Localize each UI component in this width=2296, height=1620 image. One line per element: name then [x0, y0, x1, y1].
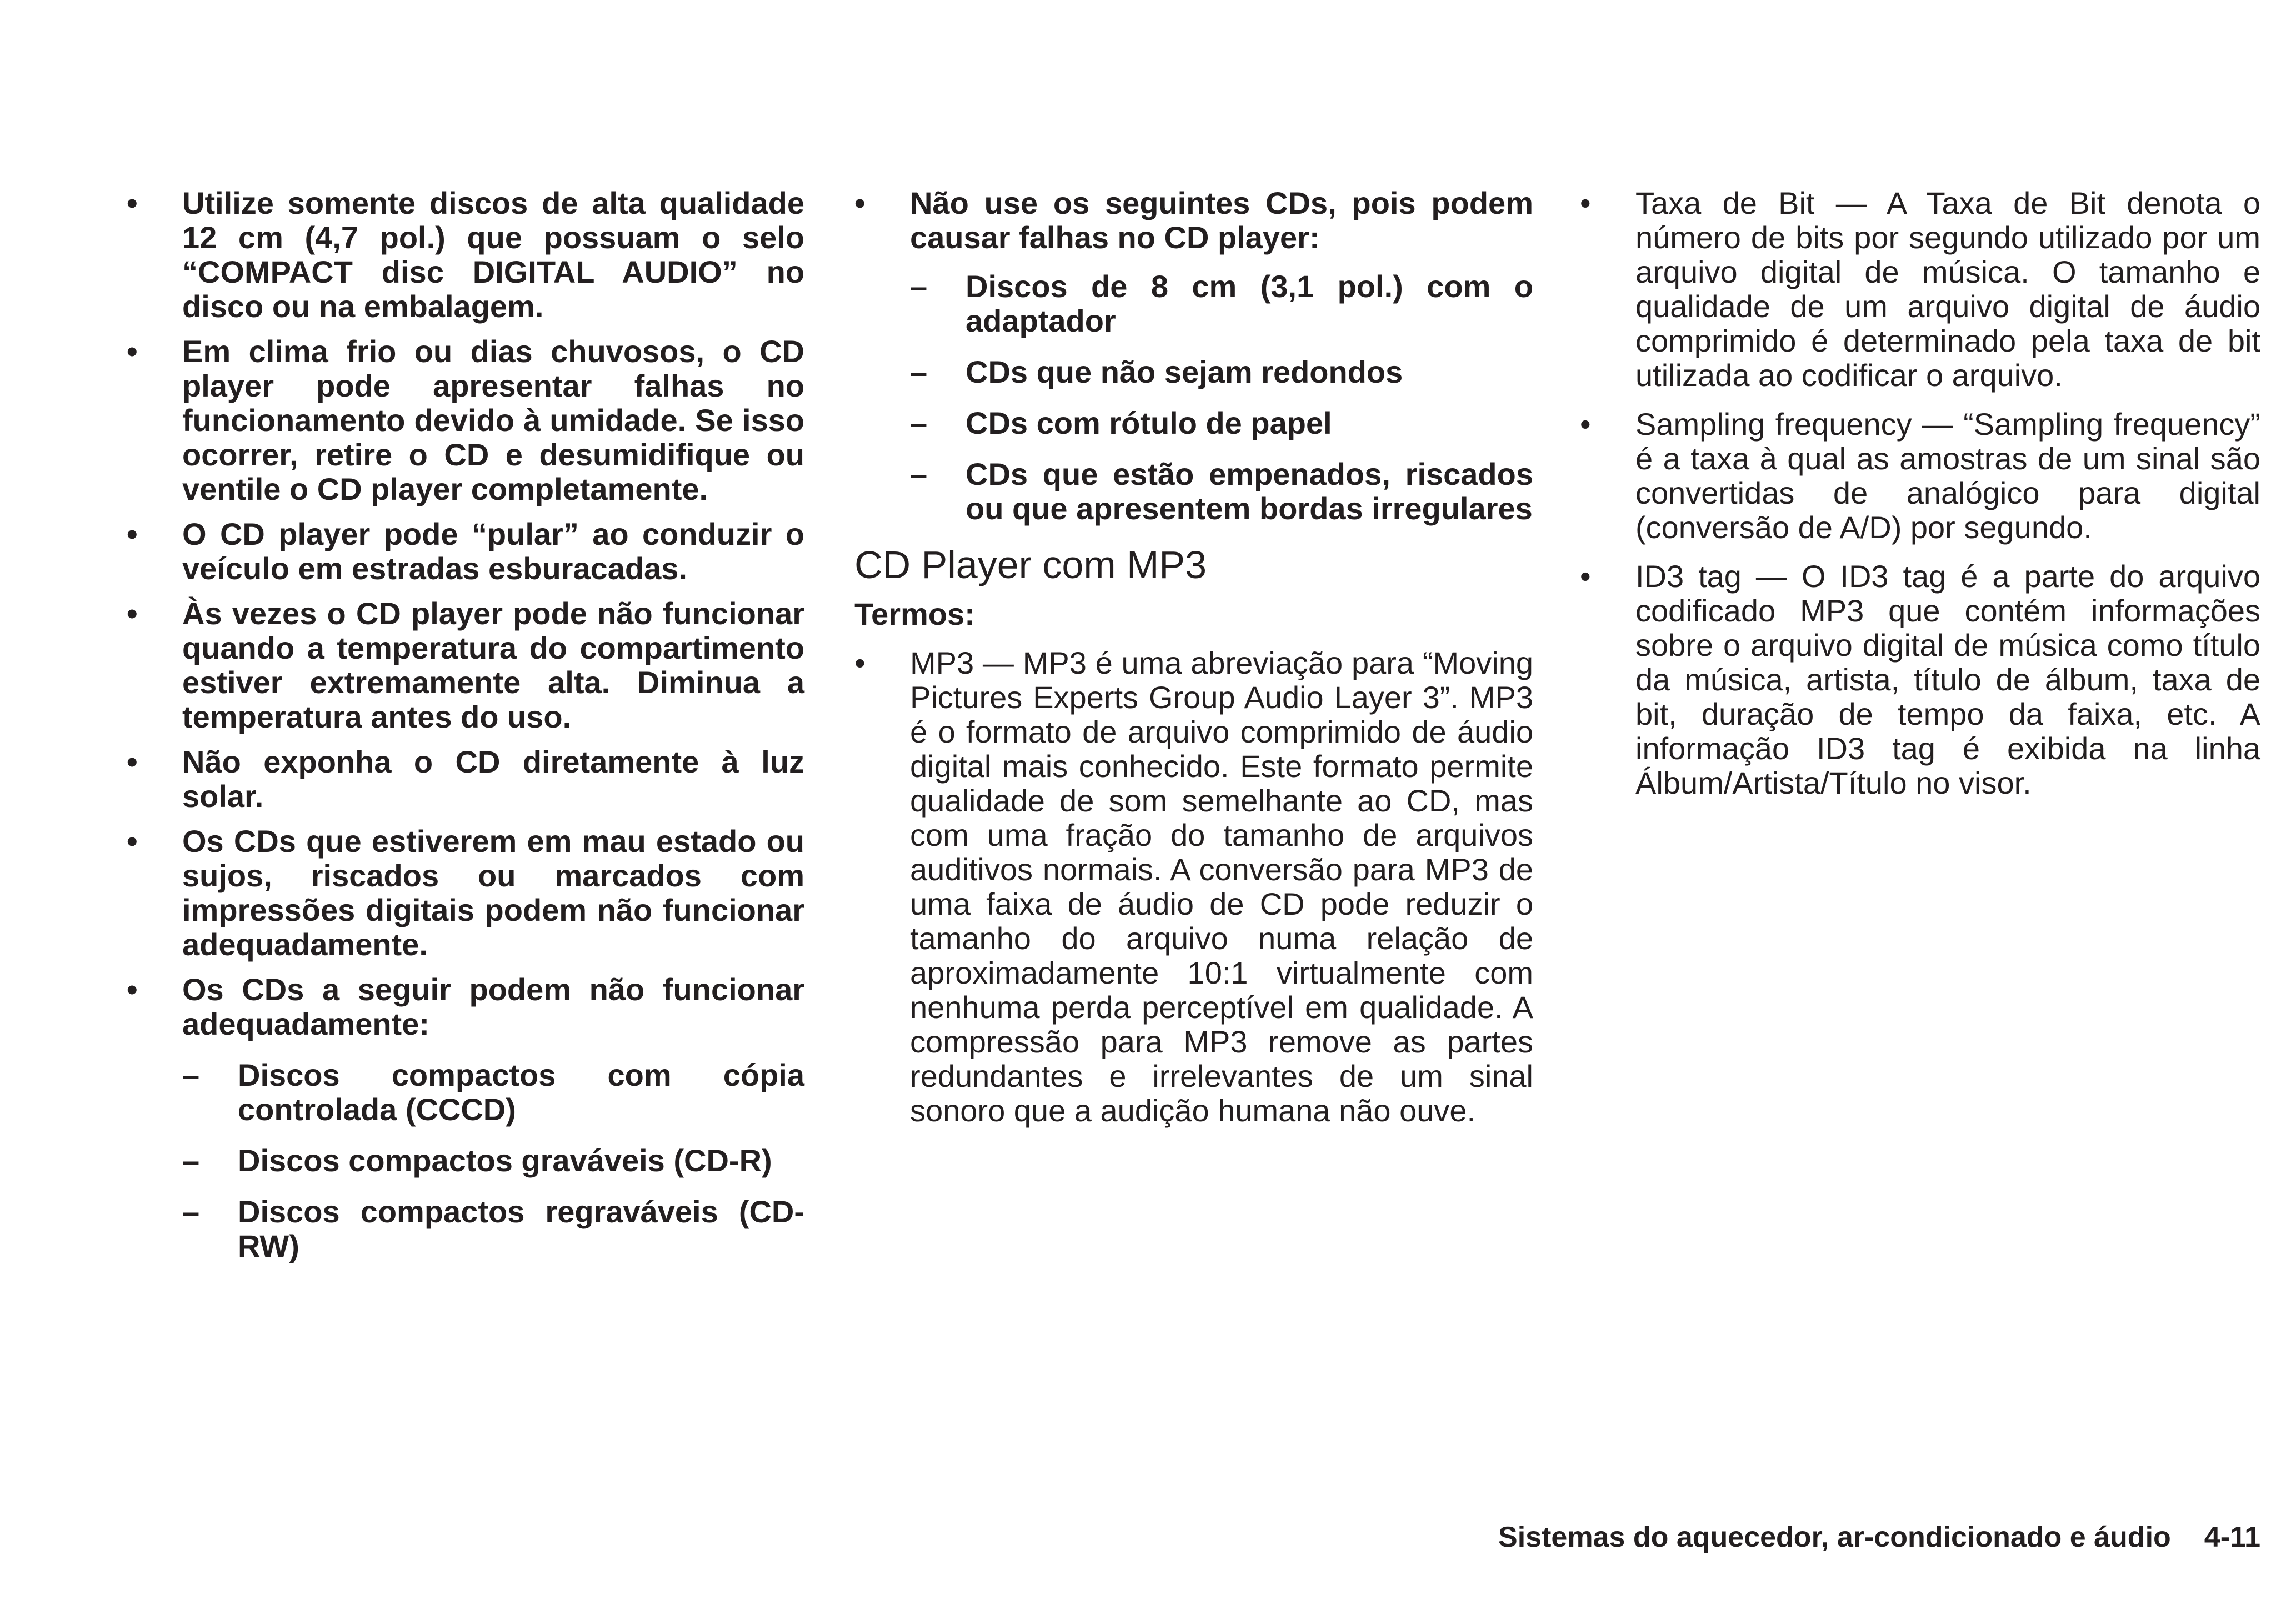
column-right: [1580, 186, 2260, 811]
list-item: • Os CDs que estiverem em mau estado ou sujos, riscados ou marcados com impressões digitais podem não funcionar adequadamente.: [127, 824, 804, 962]
section-title: CD Player com MP3: [854, 543, 1207, 586]
list-item: • ID3 tag — O ID3 tag é a parte do arquivo codificado MP3 que contém informações sobre o arquivo digital de música como título da música, artista, título de álbum, taxa de bit, duração de tempo da faixa, etc. A informação ID3 tag é exibida na linha Álbum/Artista/Título no visor.: [1580, 559, 2260, 800]
sub-list-item: – Discos compactos regraváveis (CD-RW): [182, 1195, 804, 1263]
list-item: • Os CDs a seguir podem não funcionar adequadamente:: [127, 972, 804, 1041]
sub-list-item: – Discos compactos graváveis (CD-R): [182, 1143, 804, 1178]
cd-warning-list: [854, 186, 1533, 255]
list-item: • Taxa de Bit — A Taxa de Bit denota o número de bits por segundo utilizado por um arquivo digital de música. O tamanho e qualidade de um arquivo digital de áudio comprimido é determinado pela taxa de bit utilizada ao codificar o arquivo.: [1580, 186, 2260, 393]
list-item: • O CD player pode “pular” ao conduzir o veículo em estradas esburacadas.: [127, 517, 804, 586]
list-item: • Às vezes o CD player pode não funcionar quando a temperatura do compartimento estiver extremamente alta. Diminua a temperatura antes do uso.: [127, 596, 804, 734]
page-footer: [1498, 1521, 2260, 1554]
damaging-cd-sublist: [910, 269, 1533, 526]
column-middle: [854, 186, 1533, 1138]
column-left: [127, 186, 804, 1280]
terms-subheading: Termos:: [854, 596, 975, 631]
list-item: • Utilize somente discos de alta qualidade 12 cm (4,7 pol.) que possuam o selo “COMPACT disc DIGITAL AUDIO” no disco ou na embalagem.: [127, 186, 804, 324]
list-item: • Não exponha o CD diretamente à luz solar.: [127, 745, 804, 814]
sub-list-item: – Discos compactos com cópia controlada (CCCD): [182, 1058, 804, 1127]
terms-list: [854, 646, 1533, 1128]
list-item: • Sampling frequency — “Sampling frequency” é a taxa à qual as amostras de um sinal são convertidas de analógico para digital (conversão de A/D) por segundo.: [1580, 407, 2260, 545]
sub-list-item: – CDs que estão empenados, riscados ou que apresentem bordas irregulares: [910, 457, 1533, 526]
footer-section-title: Sistemas do aquecedor, ar-condicionado e áudio: [1498, 1521, 2171, 1553]
list-item: • MP3 — MP3 é uma abreviação para “Moving Pictures Experts Group Audio Layer 3”. MP3 é o formato de arquivo comprimido de áudio digital mais conhecido. Este formato permite qualidade de som semelhante ao CD, mas com uma fração do tamanho de arquivos auditivos normais. A conversão para MP3 de uma faixa de áudio de CD pode reduzir o tamanho do arquivo numa relação de aproximadamente 10:1 virtualmente com nenhuma perda perceptível em qualidade. A compressão para MP3 remove as partes redundantes e irrelevantes de um sinal sonoro que a audição humana não ouve.: [854, 646, 1533, 1128]
list-item: • Em clima frio ou dias chuvosos, o CD player pode apresentar falhas no funcionamento devido à umidade. Se isso ocorrer, retire o CD e desumidifique ou ventile o CD player completamente.: [127, 334, 804, 506]
terms-list-continued: [1580, 186, 2260, 800]
page-number: 4-11: [2204, 1521, 2260, 1553]
sub-list-item: – CDs com rótulo de papel: [910, 406, 1533, 440]
list-item: • Não use os seguintes CDs, pois podem causar falhas no CD player:: [854, 186, 1533, 255]
sub-list-item: – CDs que não sejam redondos: [910, 355, 1533, 389]
cd-care-list: [127, 186, 804, 1041]
unsupported-cd-sublist: [182, 1058, 804, 1263]
sub-list-item: – Discos de 8 cm (3,1 pol.) com o adaptador: [910, 269, 1533, 338]
